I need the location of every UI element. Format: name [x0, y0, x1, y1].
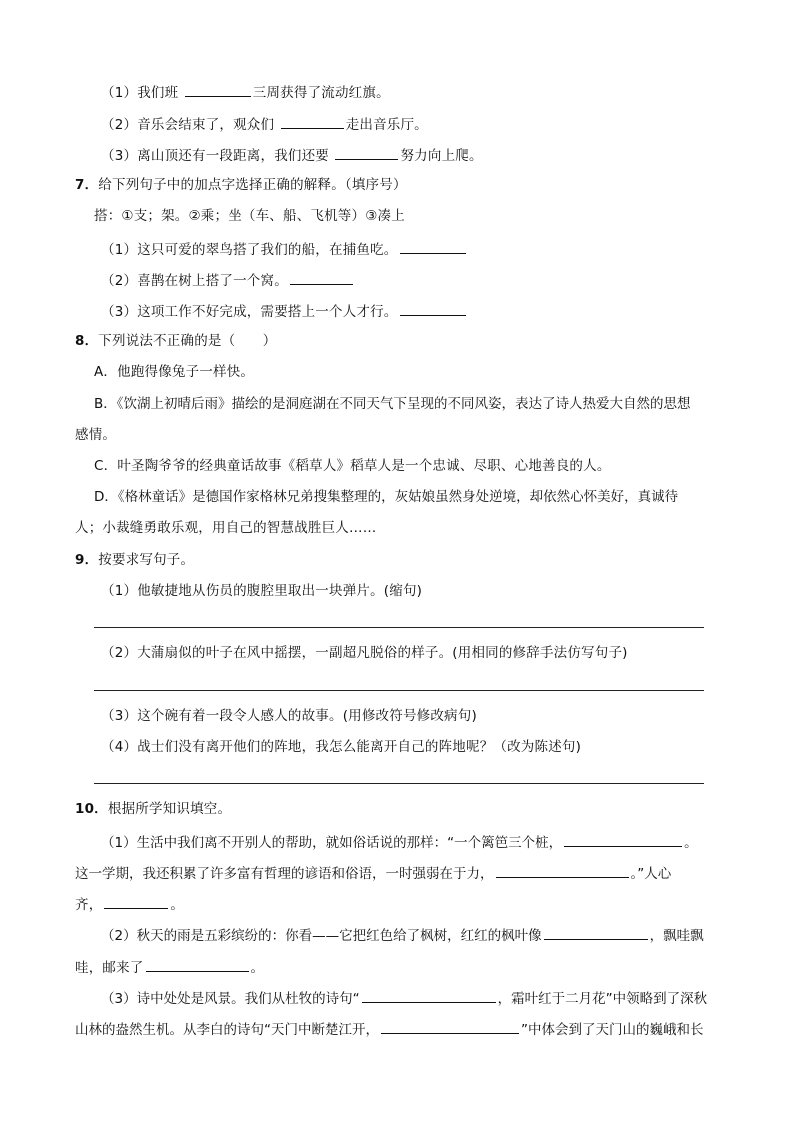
- q6-sentence-1: （1）我们班 三周获得了流动红旗。: [101, 82, 390, 102]
- question-title: 按要求写句子。: [98, 552, 195, 568]
- question-number: 7．: [75, 177, 99, 193]
- question-number: 9．: [75, 552, 99, 568]
- q10-part-1-line-3: 齐， 。: [75, 894, 184, 914]
- answer-line[interactable]: [94, 690, 704, 691]
- answer-blank[interactable]: [564, 832, 682, 847]
- q10-part-2-line-2: 哇，邮来了 。: [75, 957, 264, 977]
- q8-option-b-cont: 感情。: [75, 427, 117, 443]
- q7-sentence-3: （3）这项工作不好完成，需要搭上一个人才行。: [101, 301, 468, 321]
- q10-part-3-line-2: 山林的盎然生机。从李白的诗句“天门中断楚江开， ”中体会到了天门山的巍峨和长: [75, 1019, 704, 1039]
- q8-option-d-cont: 人；小裁缝勇敢乐观，用自己的智慧战胜巨人……: [75, 520, 377, 536]
- q8-option-c[interactable]: C．叶圣陶爷爷的经典童话故事《稻草人》稻草人是一个忠诚、尽职、心地善良的人。: [94, 458, 611, 474]
- q8-option-b[interactable]: B．《饮湖上初晴后雨》描绘的是洞庭湖在不同天气下呈现的不同风姿，表达了诗人热爱大自然的思想: [94, 396, 691, 412]
- q8-option-a[interactable]: A．他跑得像兔子一样快。: [94, 364, 255, 380]
- q6-sentence-3: （3）离山顶还有一段距离，我们还要 努力向上爬。: [101, 145, 483, 165]
- q9-sentence-3: （3）这个碗有着一段令人感人的故事。(用修改符号修改病句): [101, 708, 477, 724]
- answer-blank[interactable]: [381, 1019, 519, 1034]
- q10-part-1-line-2: 这一学期，我还积累了许多富有哲理的谚语和俗语，一时强弱在于力， 。”人心: [75, 863, 671, 883]
- q7-sentence-1: （1）这只可爱的翠鸟搭了我们的船，在捕鱼吃。: [101, 239, 468, 259]
- answer-blank[interactable]: [400, 301, 466, 316]
- q9-heading: [75, 551, 194, 569]
- q7-sentence-2: （2）喜鹊在树上搭了一个窝。: [101, 270, 355, 290]
- q7-options: 搭：①支；架。②乘；坐（车、船、飞机等）③凑上: [94, 208, 405, 224]
- answer-blank[interactable]: [104, 894, 168, 909]
- q7-heading: [75, 176, 407, 194]
- answer-blank[interactable]: [281, 114, 344, 129]
- q9-sentence-4: （4）战士们没有离开他们的阵地，我怎么能离开自己的阵地呢？（改为陈述句): [101, 739, 582, 755]
- answer-blank[interactable]: [185, 82, 251, 97]
- question-number: 10．: [75, 801, 108, 817]
- q9-sentence-2: （2）大蒲扇似的叶子在风中摇摆，一副超凡脱俗的样子。(用相同的修辞手法仿写句子): [101, 645, 628, 661]
- answer-blank[interactable]: [400, 239, 466, 254]
- answer-blank[interactable]: [362, 988, 496, 1003]
- question-title: 给下列句子中的加点字选择正确的解释。（填序号）: [98, 177, 407, 193]
- q10-heading: [75, 800, 231, 818]
- question-number: 8．: [75, 333, 99, 349]
- answer-line[interactable]: [94, 783, 704, 784]
- q6-sentence-2: （2）音乐会结束了，观众们 走出音乐厅。: [101, 114, 428, 134]
- answer-line[interactable]: [94, 627, 704, 628]
- answer-blank[interactable]: [335, 145, 398, 160]
- q9-sentence-1: （1）他敏捷地从伤员的腹腔里取出一块弹片。(缩句): [101, 583, 423, 599]
- q8-heading: [75, 332, 276, 350]
- answer-blank[interactable]: [496, 863, 629, 878]
- q8-option-d[interactable]: D．《格林童话》是德国作家格林兄弟搜集整理的，灰姑娘虽然身处逆境，却依然心怀美好，真诚待: [94, 489, 679, 505]
- answer-blank[interactable]: [544, 925, 648, 940]
- answer-blank[interactable]: [146, 957, 249, 972]
- q10-part-1-line-1: （1）生活中我们离不开别人的帮助，就如俗话说的那样：“一个篱笆三个桩， 。: [101, 832, 698, 852]
- q10-part-3-line-1: （3）诗中处处是风景。我们从杜牧的诗句“ ，霜叶红于二月花”中领略到了深秋: [101, 988, 707, 1008]
- answer-blank[interactable]: [290, 270, 353, 285]
- q10-part-2-line-1: （2）秋天的雨是五彩缤纷的：你看——它把红色给了枫树，红红的枫叶像 ，飘哇飘: [101, 925, 704, 945]
- question-title: 根据所学知识填空。: [107, 801, 232, 817]
- question-title: 下列说法不正确的是（ ）: [98, 333, 277, 349]
